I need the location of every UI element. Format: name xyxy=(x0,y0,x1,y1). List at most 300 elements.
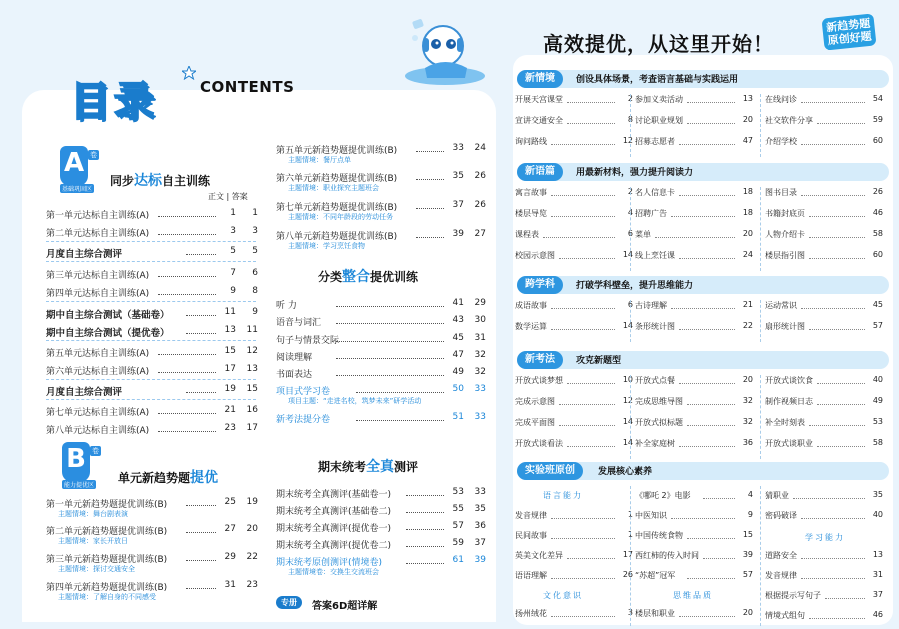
section-band xyxy=(517,351,889,369)
new-tag xyxy=(821,13,876,50)
feature-item: 密码破译 xyxy=(765,511,797,520)
feature-item: 线上烹饪课 xyxy=(635,251,675,260)
toc-item-dots xyxy=(336,323,444,324)
toc-item-dots xyxy=(406,512,444,513)
feature-dots xyxy=(679,383,735,384)
feature-dots xyxy=(809,237,865,238)
toc-item-title: 项目式学习卷 xyxy=(276,387,331,397)
toc-item-answer: 26 xyxy=(474,171,486,181)
feature-page: 20 xyxy=(742,375,753,384)
star-icon xyxy=(182,66,196,80)
toc-item-subtitle: 主题情境：不同年龄段的劳动任务 xyxy=(288,213,393,221)
toc-item-dots xyxy=(336,341,444,342)
feature-item: 人物介绍卡 xyxy=(765,230,805,239)
answer-text: 答案6D超详解 xyxy=(312,601,378,612)
feature-item: 开放式谈饮食 xyxy=(765,376,813,385)
toc-item-answer: 11 xyxy=(246,325,258,335)
toc-item-title: 月度自主综合测评 xyxy=(46,387,123,398)
section-band-desc: 攻克新题型 xyxy=(576,356,622,366)
feature-dots xyxy=(703,498,735,499)
feature-dots xyxy=(801,144,865,145)
toc-item-answer: 16 xyxy=(246,405,258,415)
toc-item-title: 第七单元新趋势题提优训练(B) xyxy=(276,203,398,213)
feature-dots xyxy=(679,329,735,330)
toc-item-page: 5 xyxy=(230,246,236,256)
column-divider xyxy=(760,187,761,271)
column-divider xyxy=(760,486,761,626)
feature-dots xyxy=(801,102,865,103)
section-d-title-post: 测评 xyxy=(394,460,419,474)
feature-item: 根据提示写句子 xyxy=(765,591,821,600)
feature-item: 情境式组句 xyxy=(765,611,805,620)
toc-item-dots xyxy=(416,208,444,209)
feature-dots xyxy=(679,616,735,617)
toc-item-answer: 3 xyxy=(252,226,258,236)
feature-item: 寓言故事 xyxy=(515,188,547,197)
feature-item: 楼层指引图 xyxy=(765,251,805,260)
feature-page: 53 xyxy=(872,417,883,426)
feature-page: 1 xyxy=(627,510,633,519)
toc-item-page: 47 xyxy=(452,350,464,360)
feature-dots xyxy=(551,216,615,217)
feature-dots xyxy=(687,425,735,426)
toc-item-answer: 27 xyxy=(474,229,486,239)
toc-item-answer: 5 xyxy=(252,246,258,256)
feature-page: 60 xyxy=(872,250,883,259)
feature-item: “苏超”冠军 xyxy=(635,571,676,580)
toc-item-page: 15 xyxy=(224,346,236,356)
feature-dots xyxy=(551,329,615,330)
toc-item-page: 35 xyxy=(452,171,464,181)
feature-item: 名人信息卡 xyxy=(635,188,675,197)
column-divider xyxy=(630,94,631,157)
section-b-title xyxy=(118,467,218,487)
section-band-tag: 实验班原创 xyxy=(517,462,583,480)
feature-item: 图书目录 xyxy=(765,188,797,197)
toc-item-title: 第二单元达标自主训练(A) xyxy=(46,229,150,239)
feature-dots xyxy=(801,518,865,519)
toc-item-page: 37 xyxy=(452,200,464,210)
toc-item-answer: 33 xyxy=(474,384,486,394)
toc-item-answer: 1 xyxy=(252,208,258,218)
toc-item-page: 53 xyxy=(452,487,464,497)
toc-item-answer: 30 xyxy=(474,315,486,325)
toc-divider xyxy=(46,379,256,380)
feature-page: 49 xyxy=(872,396,883,405)
section-d-title-hl: 全真 xyxy=(366,459,395,475)
toc-item-subtitle: 主题情境：了解自身的不同感受 xyxy=(58,593,156,601)
new-tag-line-1: 新趋势题 xyxy=(825,16,871,35)
toc-item-title: 第八单元新趋势题提优训练(B) xyxy=(276,232,398,242)
toc-item-title: 期末统考全真测评(基础卷二) xyxy=(276,507,392,517)
toc-item-title: 期中自主综合测试（基础卷） xyxy=(46,310,170,321)
section-band xyxy=(517,163,889,181)
column-divider xyxy=(760,300,761,342)
toc-item-page: 9 xyxy=(230,286,236,296)
feature-item: 介绍学校 xyxy=(765,137,797,146)
toc-item-title: 月度自主综合测评 xyxy=(46,249,123,260)
toc-item-page: 27 xyxy=(224,524,236,534)
toc-item-dots xyxy=(158,294,216,295)
toc-item-dots xyxy=(158,234,216,235)
feature-item: 补全时刻表 xyxy=(765,418,805,427)
feature-page: 14 xyxy=(622,417,633,426)
toc-item-dots xyxy=(158,372,216,373)
feature-item: 发音规律 xyxy=(765,571,797,580)
feature-item: 开放式谈职业 xyxy=(765,439,813,448)
toc-item-title: 期末统考全真测评(提优卷二) xyxy=(276,541,392,551)
toc-item-page: 39 xyxy=(452,229,464,239)
toc-item-title: 第四单元达标自主训练(A) xyxy=(46,289,150,299)
feature-page: 46 xyxy=(872,610,883,619)
toc-item-subtitle: 主题情境卷：交换生交流班会 xyxy=(288,568,379,576)
feature-item: 开放式拟标题 xyxy=(635,418,683,427)
toc-item-page: 3 xyxy=(230,226,236,236)
feature-page: 26 xyxy=(872,187,883,196)
feature-dots xyxy=(687,538,735,539)
toc-item-dots xyxy=(406,563,444,564)
toc-item-title: 句子与情景交际 xyxy=(276,336,340,346)
toc-item-dots xyxy=(186,505,216,506)
feature-dots xyxy=(679,144,735,145)
feature-dots xyxy=(679,446,735,447)
feature-page: 57 xyxy=(742,570,753,579)
feature-dots xyxy=(567,383,615,384)
page-title: 目录 xyxy=(70,79,158,125)
toc-item-page: 31 xyxy=(224,580,236,590)
feature-item: 社交软件分享 xyxy=(765,116,813,125)
section-d-title-pre: 期末统考 xyxy=(318,460,367,474)
feature-dots xyxy=(687,578,735,579)
section-band xyxy=(517,462,889,480)
toc-item-dots xyxy=(186,333,216,334)
feature-page: 18 xyxy=(742,187,753,196)
toc-item-answer: 36 xyxy=(474,521,486,531)
feature-page: 20 xyxy=(742,608,753,617)
feature-item: 参加义卖活动 xyxy=(635,95,683,104)
toc-item-title: 第八单元达标自主训练(A) xyxy=(46,426,150,436)
toc-item-title: 第七单元达标自主训练(A) xyxy=(46,408,150,418)
toc-item-dots xyxy=(186,392,216,393)
toc-item-answer: 32 xyxy=(474,367,486,377)
section-a-title xyxy=(110,170,210,190)
feature-dots xyxy=(801,558,865,559)
feature-page: 21 xyxy=(742,300,753,309)
toc-item-answer: 23 xyxy=(246,580,258,590)
toc-item-page: 7 xyxy=(230,268,236,278)
toc-item-subtitle: 主题情境：学习烹饪食物 xyxy=(288,242,365,250)
feature-item: 宣讲交通安全 xyxy=(515,116,563,125)
toc-item-dots xyxy=(356,420,444,421)
toc-item-page: 45 xyxy=(452,333,464,343)
feature-item: 楼层和职业 xyxy=(635,609,675,618)
section-band-desc: 发展核心素养 xyxy=(598,467,653,477)
feature-item: 猜职业 xyxy=(765,491,789,500)
toc-item-page: 17 xyxy=(224,364,236,374)
column-divider xyxy=(630,486,631,626)
section-band-desc: 创设具体场景，考查语言基础与实践运用 xyxy=(576,75,739,85)
feature-dots xyxy=(551,578,615,579)
category-label: 学习能力 xyxy=(805,533,845,542)
toc-item-answer: 19 xyxy=(246,497,258,507)
toc-item-title: 第三单元达标自主训练(A) xyxy=(46,271,150,281)
toc-item-answer: 20 xyxy=(246,524,258,534)
feature-item: 中医知识 xyxy=(635,511,667,520)
section-a-badge: A xyxy=(60,146,88,186)
feature-item: 开展天宫课堂 xyxy=(515,95,563,104)
toc-item-dots xyxy=(186,588,216,589)
toc-item-dots xyxy=(336,306,444,307)
section-b-title-hl: 提优 xyxy=(190,470,219,486)
toc-item-page: 21 xyxy=(224,405,236,415)
section-a-title-hl: 达标 xyxy=(134,173,163,189)
feature-page: 20 xyxy=(742,229,753,238)
feature-dots xyxy=(793,498,865,499)
feature-page: 54 xyxy=(872,94,883,103)
section-band xyxy=(517,70,889,88)
feature-page: 20 xyxy=(742,115,753,124)
toc-item-title: 语音与词汇 xyxy=(276,318,322,328)
toc-item-answer: 15 xyxy=(246,384,258,394)
toc-item-answer: 12 xyxy=(246,346,258,356)
toc-item-subtitle: 主题情境：职业探究主题班会 xyxy=(288,184,379,192)
toc-item-answer: 9 xyxy=(252,307,258,317)
toc-item-answer: 35 xyxy=(474,504,486,514)
feature-dots xyxy=(567,558,615,559)
feature-page: 57 xyxy=(872,321,883,330)
new-tag-line-2: 原创好题 xyxy=(827,29,873,48)
feature-item: 开放式谈看法 xyxy=(515,439,563,448)
feature-page: 10 xyxy=(622,375,633,384)
toc-item-page: 19 xyxy=(224,384,236,394)
toc-item-title: 第三单元新趋势题提优训练(B) xyxy=(46,555,168,565)
feature-dots xyxy=(825,598,865,599)
toc-item-dots xyxy=(186,532,216,533)
feature-item: 开放式谈梦想 xyxy=(515,376,563,385)
toc-divider xyxy=(46,301,256,302)
toc-item-answer: 17 xyxy=(246,423,258,433)
feature-page: 8 xyxy=(627,115,633,124)
feature-item: 道路安全 xyxy=(765,551,797,560)
feature-item: 民间故事 xyxy=(515,531,547,540)
feature-dots xyxy=(551,616,615,617)
section-b-badge-sub: 能力提优区 xyxy=(64,482,95,489)
section-band-desc: 用最新材料，强力提升阅读力 xyxy=(576,168,694,178)
toc-item-title: 期末统考全真测评(提优卷一) xyxy=(276,524,392,534)
section-band-desc: 打破学科壁垒，提升思维能力 xyxy=(576,281,694,291)
section-c-title-pre: 分类 xyxy=(318,270,343,284)
feature-page: 12 xyxy=(622,396,633,405)
toc-item-title: 第二单元新趋势题提优训练(B) xyxy=(46,527,168,537)
feature-item: 发音规律 xyxy=(515,511,547,520)
section-band-tag: 跨学科 xyxy=(517,276,563,294)
feature-item: 书籍封底页 xyxy=(765,209,805,218)
toc-item-dots xyxy=(186,560,216,561)
feature-page: 13 xyxy=(742,94,753,103)
feature-dots xyxy=(809,425,865,426)
toc-item-dots xyxy=(416,151,444,152)
toc-item-subtitle: 项目主题：“走进名校，筑梦未来”研学活动 xyxy=(288,397,422,405)
toc-item-page: 51 xyxy=(452,412,464,422)
column-divider xyxy=(760,375,761,459)
toc-item-page: 50 xyxy=(452,384,464,394)
contents-label: CONTENTS xyxy=(200,78,295,96)
toc-item-page: 41 xyxy=(452,298,464,308)
section-a-badge-sub: 基础巩固区 xyxy=(62,186,93,193)
feature-dots xyxy=(559,258,615,259)
toc-item-subtitle: 主题情境：舞台剧表演 xyxy=(58,510,128,518)
feature-item: 补全家庭树 xyxy=(635,439,675,448)
feature-page: 4 xyxy=(747,490,753,499)
toc-item-title: 新考法提分卷 xyxy=(276,415,331,425)
feature-page: 22 xyxy=(742,321,753,330)
section-c-title-post: 提优训练 xyxy=(370,270,419,284)
right-page xyxy=(505,0,899,629)
section-band xyxy=(517,276,889,294)
feature-page: 14 xyxy=(622,438,633,447)
toc-item-subtitle: 主题情境：家长开放日 xyxy=(58,537,128,545)
feature-item: 西红柿的传入时间 xyxy=(635,551,699,560)
section-b-title-pre: 单元新趋势题 xyxy=(118,471,191,485)
toc-item-dots xyxy=(336,358,444,359)
feature-page: 58 xyxy=(872,438,883,447)
feature-item: 开放式点餐 xyxy=(635,376,675,385)
feature-item: 楼层导览 xyxy=(515,209,547,218)
feature-page: 39 xyxy=(742,550,753,559)
toc-item-dots xyxy=(158,413,216,414)
feature-dots xyxy=(567,446,615,447)
toc-item-dots xyxy=(406,546,444,547)
feature-dots xyxy=(817,123,865,124)
feature-dots xyxy=(687,404,735,405)
feature-item: 古诗理解 xyxy=(635,301,667,310)
feature-page: 6 xyxy=(627,300,633,309)
feature-dots xyxy=(551,144,615,145)
right-title: 高效提优，从这里开始！ xyxy=(543,32,774,56)
feature-dots xyxy=(551,308,615,309)
feature-dots xyxy=(679,258,735,259)
toc-item-dots xyxy=(406,529,444,530)
toc-item-title: 书面表达 xyxy=(276,370,313,380)
feature-dots xyxy=(551,538,615,539)
toc-item-answer: 33 xyxy=(474,487,486,497)
category-label: 文化意识 xyxy=(543,591,583,600)
feature-dots xyxy=(671,308,735,309)
toc-item-title: 第五单元达标自主训练(A) xyxy=(46,349,150,359)
section-band-tag: 新情境 xyxy=(517,70,563,88)
answer-tag: 专册 xyxy=(276,596,302,609)
feature-page: 45 xyxy=(872,300,883,309)
feature-dots xyxy=(809,258,865,259)
section-b-badge: B xyxy=(62,442,90,482)
feature-item: 讨论职业规划 xyxy=(635,116,683,125)
feature-dots xyxy=(567,102,615,103)
toc-item-title: 第六单元达标自主训练(A) xyxy=(46,367,150,377)
feature-item: 完成平面图 xyxy=(515,418,555,427)
toc-item-answer: 26 xyxy=(474,200,486,210)
column-divider xyxy=(630,187,631,271)
toc-item-page: 49 xyxy=(452,367,464,377)
toc-item-title: 第一单元达标自主训练(A) xyxy=(46,211,150,221)
category-label: 语言能力 xyxy=(543,491,583,500)
feature-dots xyxy=(551,518,615,519)
toc-item-page: 23 xyxy=(224,423,236,433)
toc-item-page: 57 xyxy=(452,521,464,531)
feature-page: 32 xyxy=(742,396,753,405)
toc-item-dots xyxy=(186,315,216,316)
feature-page: 1 xyxy=(627,530,633,539)
toc-item-answer: 6 xyxy=(252,268,258,278)
feature-item: 招聘广告 xyxy=(635,209,667,218)
toc-item-page: 11 xyxy=(224,307,236,317)
toc-item-title: 期末统考全真测评(基础卷一) xyxy=(276,490,392,500)
feature-item: 扬州绒花 xyxy=(515,609,547,618)
toc-divider xyxy=(46,399,256,400)
toc-item-page: 55 xyxy=(452,504,464,514)
feature-page: 14 xyxy=(622,321,633,330)
toc-item-dots xyxy=(406,495,444,496)
toc-item-dots xyxy=(186,254,216,255)
feature-page: 37 xyxy=(872,590,883,599)
section-c-title-hl: 整合 xyxy=(342,269,371,285)
toc-item-page: 13 xyxy=(224,325,236,335)
toc-item-answer: 24 xyxy=(474,143,486,153)
toc-item-answer: 33 xyxy=(474,412,486,422)
section-d-title xyxy=(318,456,418,476)
column-divider xyxy=(630,300,631,342)
toc-item-answer: 37 xyxy=(474,538,486,548)
feature-item: 完成思维导图 xyxy=(635,397,683,406)
feature-item: 校园示意图 xyxy=(515,251,555,260)
feature-dots xyxy=(703,558,735,559)
toc-item-dots xyxy=(158,354,216,355)
toc-item-page: 25 xyxy=(224,497,236,507)
feature-dots xyxy=(551,195,615,196)
toc-item-title: 第一单元新趋势题提优训练(B) xyxy=(46,500,168,510)
feature-item: 完成示意图 xyxy=(515,397,555,406)
feature-page: 32 xyxy=(742,417,753,426)
toc-item-title: 第五单元新趋势题提优训练(B) xyxy=(276,146,398,156)
toc-item-answer: 31 xyxy=(474,333,486,343)
feature-page: 2 xyxy=(627,94,633,103)
feature-item: 制作视频日志 xyxy=(765,397,813,406)
toc-item-dots xyxy=(158,276,216,277)
toc-item-page: 61 xyxy=(452,555,464,565)
toc-item-title: 阅读理解 xyxy=(276,353,313,363)
toc-item-dots xyxy=(336,375,444,376)
toc-item-page: 43 xyxy=(452,315,464,325)
feature-dots xyxy=(679,195,735,196)
toc-item-title: 期中自主综合测试（提优卷） xyxy=(46,328,170,339)
toc-item-answer: 29 xyxy=(474,298,486,308)
feature-dots xyxy=(801,195,865,196)
toc-item-subtitle: 主题情境：探讨交通安全 xyxy=(58,565,135,573)
toc-item-dots xyxy=(158,431,216,432)
feature-dots xyxy=(543,237,615,238)
toc-divider xyxy=(46,340,256,341)
toc-item-answer: 13 xyxy=(246,364,258,374)
toc-item-answer: 32 xyxy=(474,350,486,360)
toc-item-answer: 39 xyxy=(474,555,486,565)
feature-item: 中国传统食物 xyxy=(635,531,683,540)
feature-page: 17 xyxy=(622,550,633,559)
feature-dots xyxy=(559,425,615,426)
feature-dots xyxy=(559,404,615,405)
category-label: 思维品质 xyxy=(673,591,713,600)
toc-divider xyxy=(46,241,256,242)
feature-item: 招募志愿者 xyxy=(635,137,675,146)
feature-page: 58 xyxy=(872,229,883,238)
